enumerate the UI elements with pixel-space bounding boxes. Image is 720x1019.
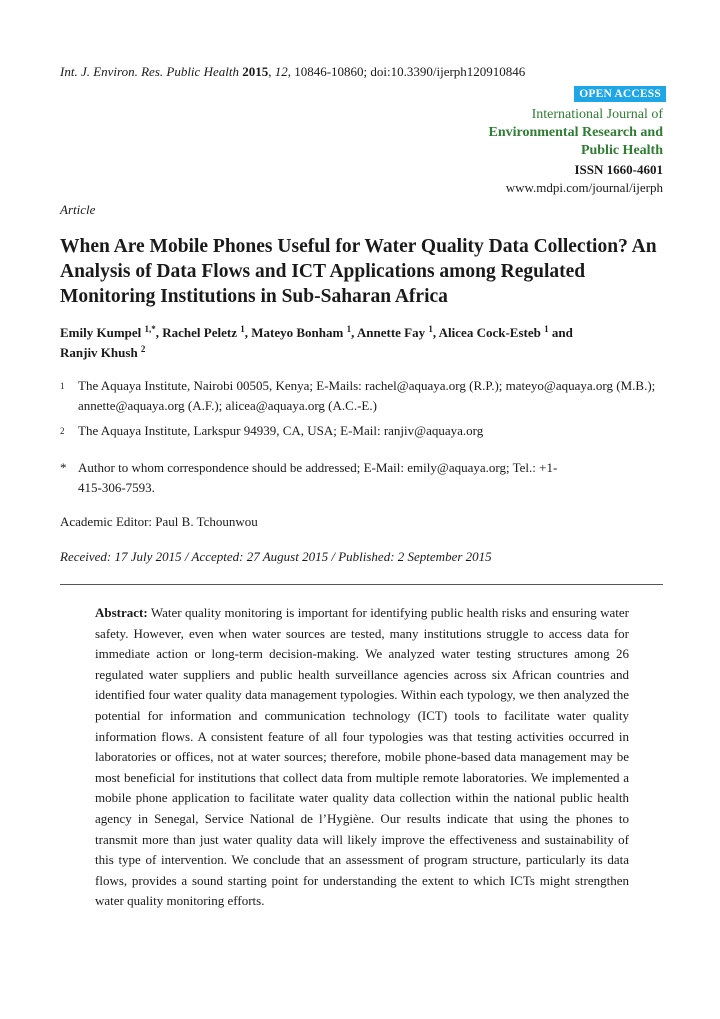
publication-dates: Received: 17 July 2015 / Accepted: 27 August 2015 / Published: 2 September 2015 <box>60 549 492 564</box>
author-affiliation-marker: 1 <box>240 324 245 334</box>
author-separator: , <box>351 325 357 340</box>
author-separator: , <box>244 325 252 340</box>
comma: , <box>268 64 275 79</box>
abstract-label: Abstract: <box>95 605 148 620</box>
author-name: Rachel Peletz <box>162 325 237 340</box>
author-separator: , <box>155 325 163 340</box>
open-access-badge: OPEN ACCESS <box>574 86 666 102</box>
affiliation-text: The Aquaya Institute, Larkspur 94939, CA, USA; E-Mail: ranjiv@aquaya.org <box>78 423 484 438</box>
journal-name-line3: Public Health <box>580 143 663 158</box>
abstract-text: Water quality monitoring is important for identifying public health risks and ensuring water safety. However, even when water sources are tested, many institutions struggle to access data for immediate action or long-term decision-making. We analyzed water testing structures among 26 regulated water suppliers and public health surveillance agencies across six African countries and identified four water quality data management typologies. Within each typology, we then analyzed the potential for information and communication technology (ICT) tools to facilitate water quality information flows. A consistent feature of all four typologies was that testing activities occurred in laboratories or offices, not at water sources; therefore, mobile phone-based data management may be most beneficial for institutions that collect data from multiple remote laboratories. We implemented a mobile phone application to facilitate water quality data collection within the national public health agency in Senegal, Service National de l’Hygiène. Our results indicate that using the phones to transmit more than just water quality data will likely improve the effectiveness and sustainability of this type of intervention. We conclude that an assessment of program structure, particularly its data flows, provides a sound starting point for understanding the extent to which ICTs might strengthen water quality monitoring efforts. <box>95 605 629 909</box>
abstract <box>95 603 629 912</box>
affiliation-number: 2 <box>60 426 65 436</box>
author-affiliation-marker: 1 <box>428 324 433 334</box>
author-separator: and <box>548 325 573 340</box>
affiliation-2 <box>60 421 660 441</box>
author-name: Ranjiv Khush <box>60 345 138 360</box>
pages-doi: , 10846-10860; doi:10.3390/ijerph120910846 <box>287 64 526 79</box>
divider-rule <box>60 584 663 585</box>
asterisk-marker: * <box>60 460 67 475</box>
academic-editor: Academic Editor: Paul B. Tchounwou <box>60 514 258 529</box>
article-type: Article <box>60 202 96 217</box>
author-name: Emily Kumpel <box>60 325 142 340</box>
author-name: Annette Fay <box>356 325 426 340</box>
author-affiliation-marker: 2 <box>140 344 146 354</box>
author-list <box>60 323 670 363</box>
issn: ISSN 1660-4601 <box>574 162 663 177</box>
citation-line <box>60 64 525 80</box>
author-name: Alicea Cock-Esteb <box>438 325 541 340</box>
volume: 12 <box>274 64 288 79</box>
correspondence-note <box>60 458 660 498</box>
journal-name-line1: International Journal of <box>531 107 663 122</box>
author-affiliation-marker: 1 <box>346 324 352 334</box>
author-affiliation-marker: 1,* <box>144 324 156 334</box>
journal-abbrev: Int. J. Environ. Res. Public Health <box>60 64 239 79</box>
journal-name <box>489 106 664 160</box>
year: 2015 <box>242 64 269 79</box>
author-name: Mateyo Bonham <box>251 325 344 340</box>
journal-name-line2: Environmental Research and <box>488 125 663 140</box>
author-separator: , <box>432 325 439 340</box>
author-affiliation-marker: 1 <box>544 324 549 334</box>
affiliation-1 <box>60 376 660 416</box>
affiliation-text: The Aquaya Institute, Nairobi 00505, Kenya; E-Mails: rachel@aquaya.org (R.P.); mateyo@aquaya.org (M.B.); annette@aquaya.org (A.F.); alicea@aquaya.org (A.C.-E.) <box>78 378 656 413</box>
affiliation-number: 1 <box>60 381 65 391</box>
paper-title: When Are Mobile Phones Useful for Water Quality Data Collection? An Analysis of Data Flows and ICT Applications among Regulated Monitoring Institutions in Sub-Saharan Africa <box>60 236 657 307</box>
correspondence-text: Author to whom correspondence should be addressed; E-Mail: emily@aquaya.org; Tel.: +1-415-306-7593. <box>78 460 558 495</box>
journal-url[interactable]: www.mdpi.com/journal/ijerph <box>505 180 663 195</box>
